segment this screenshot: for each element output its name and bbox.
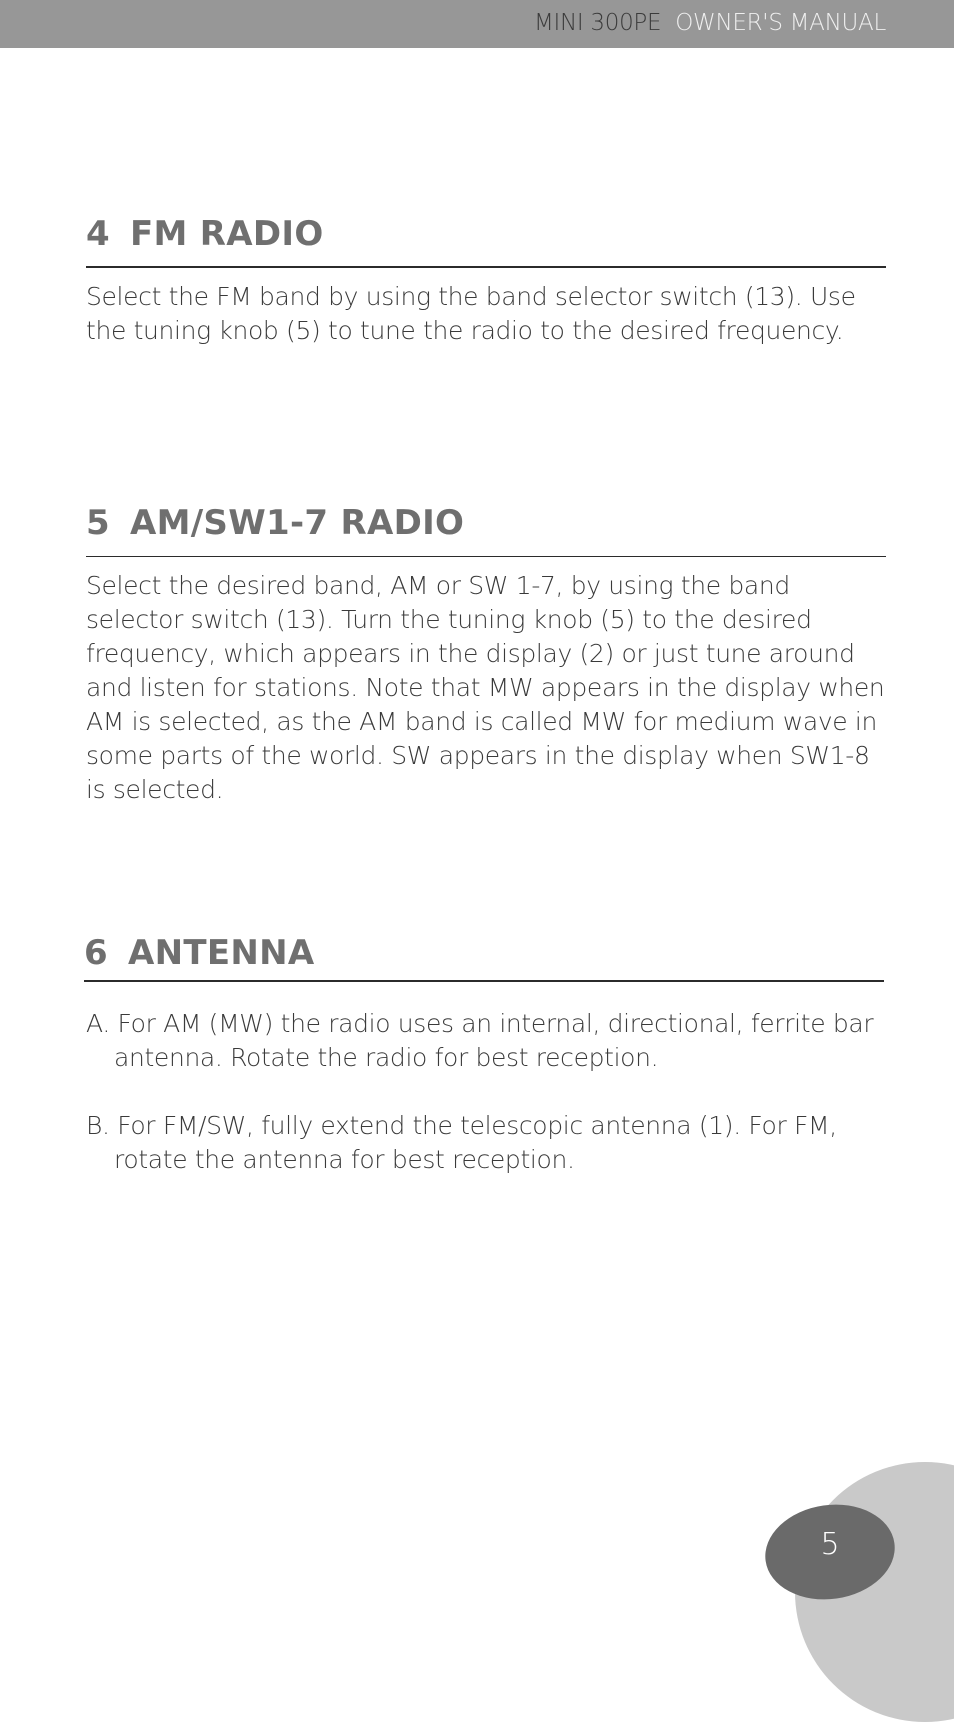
section-title: ANTENNA	[127, 933, 315, 973]
section-number: 4	[86, 214, 110, 254]
antenna-item-a: A. For AM (MW) the radio uses an internal, directional, ferrite bar antenna. Rotate the radio for best reception.	[86, 1009, 874, 1072]
header-product-name: MINI 300PE	[534, 10, 662, 36]
section-heading-antenna	[84, 933, 314, 973]
section-heading-fm-radio	[86, 214, 324, 254]
header-manual-title: OWNER'S MANUAL	[675, 10, 886, 36]
section-number: 5	[86, 503, 110, 543]
header-bar	[0, 0, 954, 48]
section-title: AM/SW1-7 RADIO	[129, 503, 465, 543]
antenna-item-b: B. For FM/SW, fully extend the telescopic antenna (1). For FM, rotate the antenna for best reception.	[86, 1111, 837, 1174]
section-body-am-sw-radio: Select the desired band, AM or SW 1-7, by using the band selector switch (13). Turn the tuning knob (5) to the desired frequency, which appears in the display (2) or just tune around and listen for stations. Note that MW appears in the display when AM is selected, as the AM band is called MW for medium wave in some parts of the world. SW appears in the display when SW1-8 is selected.	[86, 571, 885, 804]
section-number: 6	[84, 933, 108, 973]
section-rule	[86, 556, 886, 557]
section-heading-am-sw-radio	[86, 503, 464, 543]
section-body-fm-radio: Select the FM band by using the band selector switch (13). Use the tuning knob (5) to tune the radio to the desired frequency.	[86, 282, 856, 345]
page-number: 5	[820, 1527, 840, 1562]
section-rule	[84, 980, 884, 982]
running-header	[534, 10, 886, 36]
section-title: FM RADIO	[129, 214, 324, 254]
section-rule	[86, 266, 886, 268]
